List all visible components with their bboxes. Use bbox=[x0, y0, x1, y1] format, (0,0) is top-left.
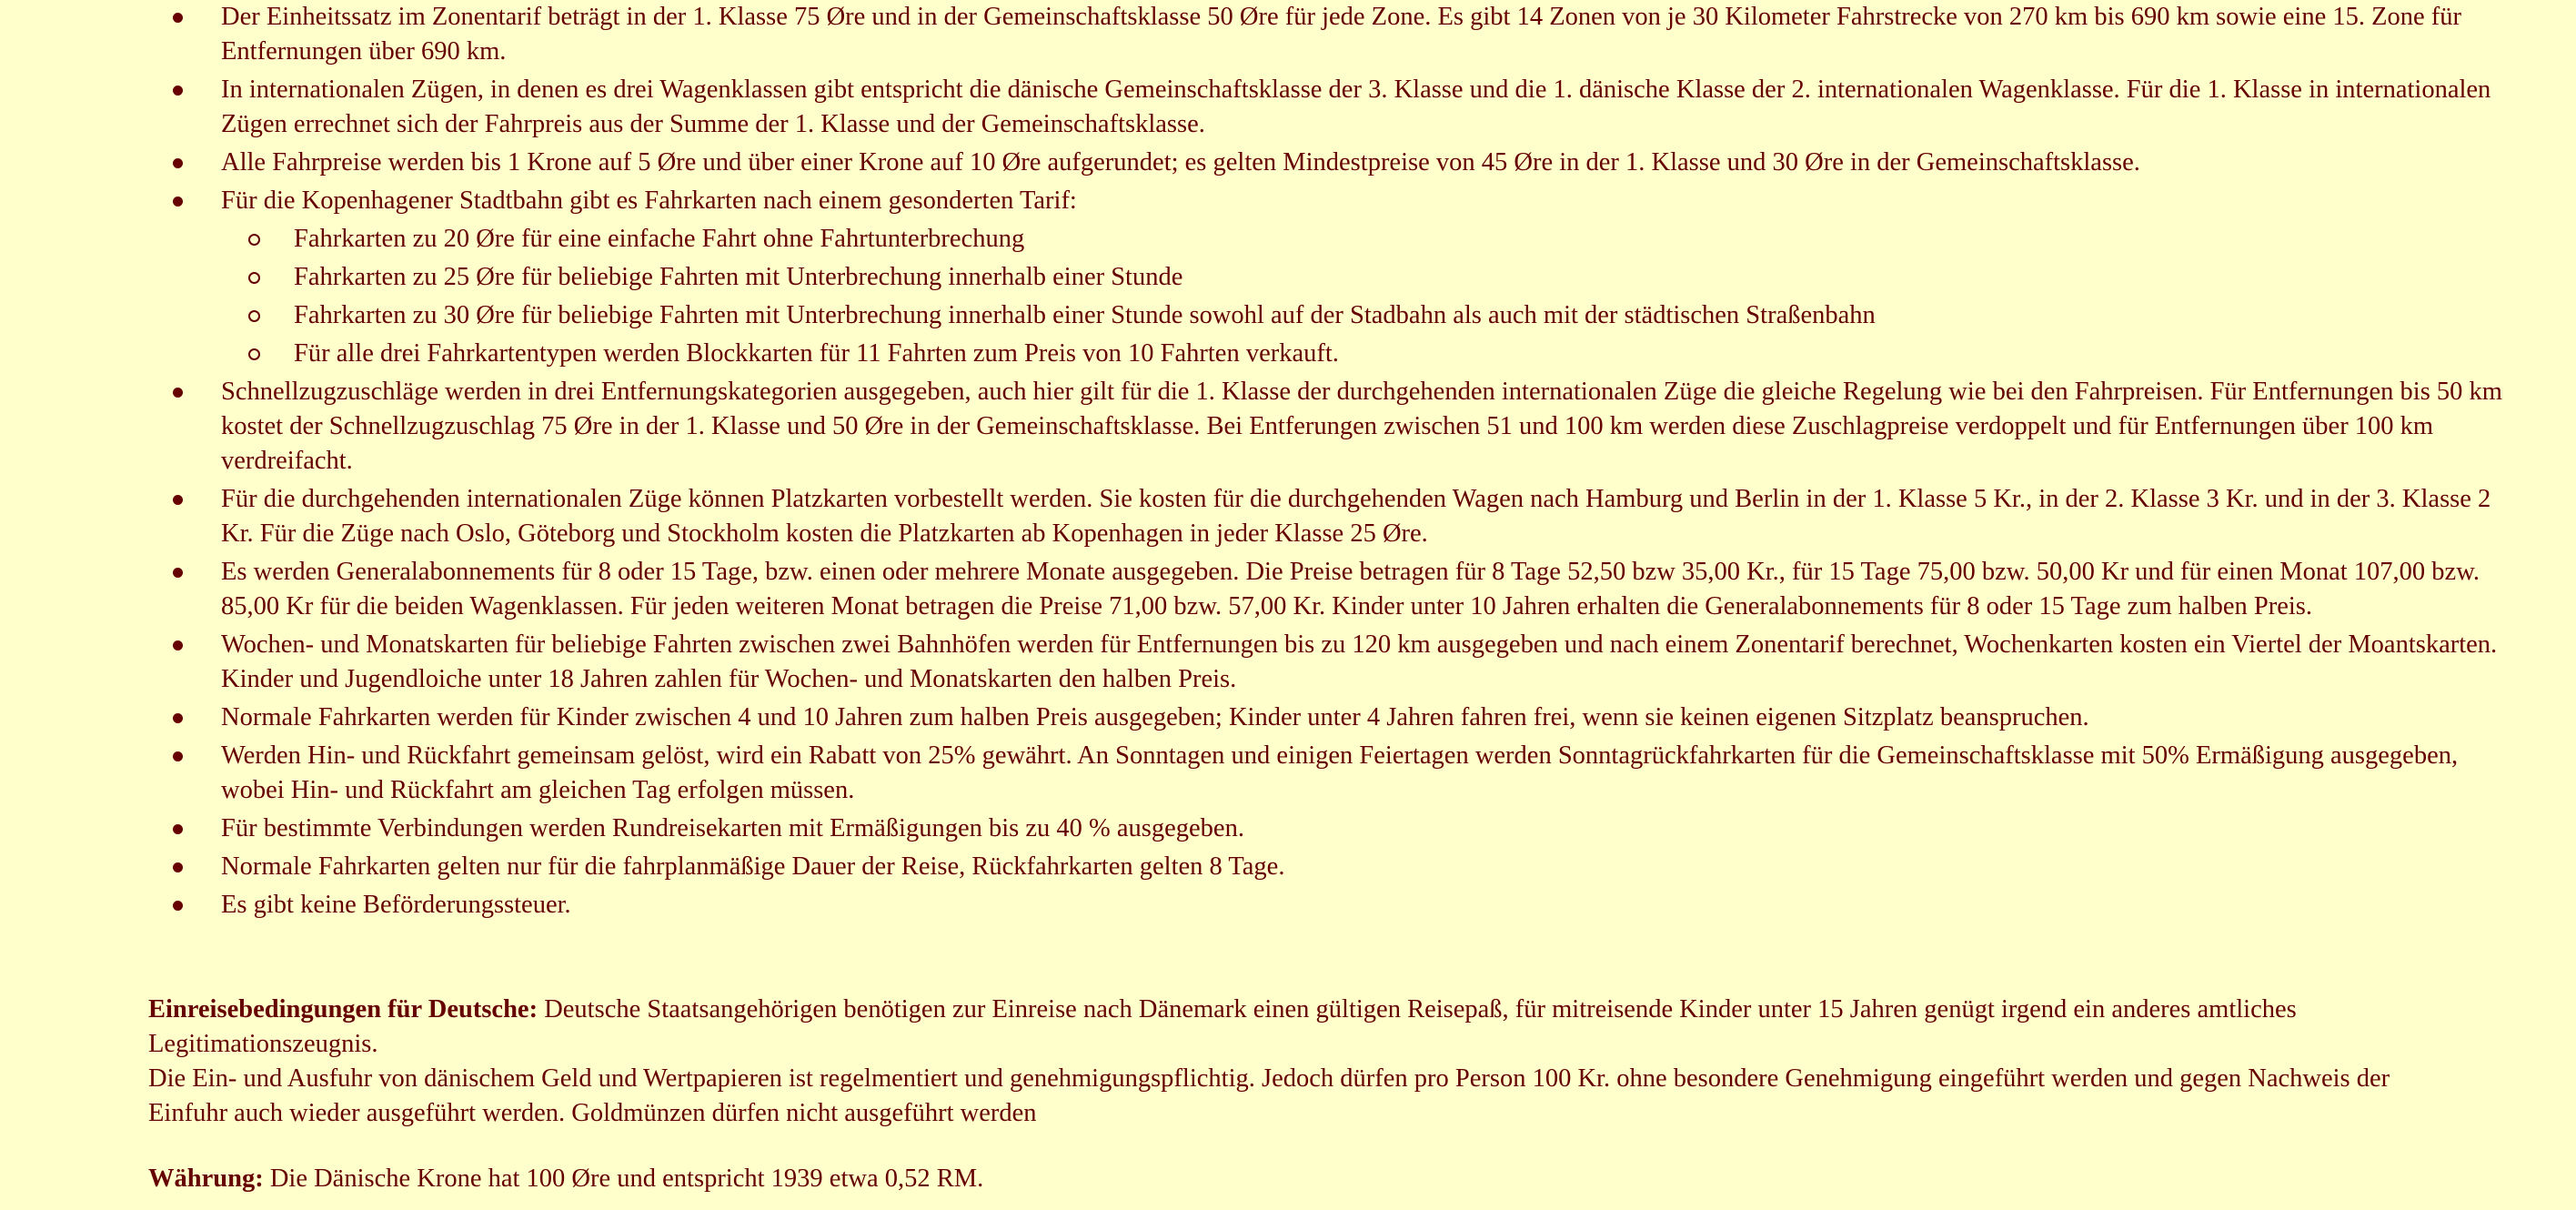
list-item bbox=[221, 73, 2513, 142]
list-item bbox=[221, 146, 2513, 180]
list-item bbox=[221, 375, 2513, 479]
sub-list-item: Fahrkarten zu 30 Øre für beliebige Fahrten mit Unterbrechung innerhalb einer Stunde sowohl auf der Stadbahn als auch mit der städtischen Straßenbahn bbox=[294, 298, 2513, 333]
sub-list-item: Für alle drei Fahrkartentypen werden Blockkarten für 11 Fahrten zum Preis von 10 Fahrten verkauft. bbox=[294, 337, 2513, 371]
list-item bbox=[221, 628, 2513, 697]
list-item-text: Es gibt keine Beförderungssteuer. bbox=[221, 891, 571, 919]
list-item bbox=[221, 812, 2513, 846]
list-item-text: Der Einheitssatz im Zonentarif beträgt in der 1. Klasse 75 Øre und in der Gemeinschaftsklasse 50 Øre für jede Zone. Es gibt 14 Zonen von je 30 Kilometer Fahrstrecke von 270 km bis 690 km sowie eine 15. Zone für Entfernungen über 690 km. bbox=[221, 3, 2462, 66]
list-item bbox=[221, 482, 2513, 551]
entry-conditions-paragraph bbox=[148, 993, 2440, 1131]
currency-paragraph bbox=[148, 1162, 2440, 1196]
list-item-text: Alle Fahrpreise werden bis 1 Krone auf 5 Øre und über einer Krone auf 10 Øre aufgerundet; es gelten Mindestpreise von 45 Øre in der 1. Klasse und 30 Øre in der Gemeinschaftsklasse. bbox=[221, 148, 2140, 176]
entry-conditions-text: Deutsche Staatsangehörigen benötigen zur Einreise nach Dänemark einen gültigen Reisepaß, für mitreisende Kinder unter 15 Jahren genügt irgend ein anderes amtliches Legitimationszeugnis. bbox=[148, 995, 2297, 1058]
list-item bbox=[221, 184, 2513, 371]
list-item bbox=[221, 888, 2513, 923]
stadtbahn-sub-list bbox=[221, 222, 2513, 371]
entry-conditions-heading: Einreisebedingungen für Deutsche: bbox=[148, 995, 538, 1023]
list-item-text: Für die Kopenhagener Stadtbahn gibt es Fahrkarten nach einem gesonderten Tarif: bbox=[221, 187, 1077, 215]
list-item-text: Es werden Generalabonnements für 8 oder 15 Tage, bzw. einen oder mehrere Monate ausgegeben. Die Preise betragen für 8 Tage 52,50 bzw 35,00 Kr., für 15 Tage 75,00 bzw. 50,00 Kr und für einen Monat 107,00 bzw. 85,00 Kr für die beiden Wagenklassen. Für jeden weiteren Monat betragen die Preise 71,00 bzw. 57,00 Kr. Kinder unter 10 Jahren erhalten die Generalabonnements für 8 oder 15 Tage zum halben Preis. bbox=[221, 558, 2480, 620]
list-item-text: Normale Fahrkarten werden für Kinder zwischen 4 und 10 Jahren zum halben Preis ausgegeben; Kinder unter 4 Jahren fahren frei, wenn sie keinen eigenen Sitzplatz beanspruchen. bbox=[221, 703, 2089, 731]
list-item-text: Schnellzugzuschläge werden in drei Entfernungskategorien ausgegeben, auch hier gilt für die 1. Klasse der durchgehenden internationalen Züge die gleiche Regelung wie bei den Fahrpreisen. Für Entfernungen bis 50 km kostet der Schnellzugzuschlag 75 Øre in der 1. Klasse und 50 Øre in der Gemeinschaftsklasse. Bei Entferungen zwischen 51 und 100 km werden diese Zuschlagpreise verdoppelt und für Entfernungen über 100 km verdreifacht. bbox=[221, 378, 2502, 475]
list-item bbox=[221, 0, 2513, 69]
list-item bbox=[221, 739, 2513, 808]
list-item bbox=[221, 701, 2513, 735]
list-item-text: Normale Fahrkarten gelten nur für die fahrplanmäßige Dauer der Reise, Rückfahrkarten gelten 8 Tage. bbox=[221, 852, 1285, 881]
list-item-text: Wochen- und Monatskarten für beliebige Fahrten zwischen zwei Bahnhöfen werden für Entfernungen bis zu 120 km ausgegeben und nach einem Zonentarif berechnet, Wochenkarten kosten ein Viertel der Moantskarten. Kinder und Jugendloiche unter 18 Jahren zahlen für Wochen- und Monatskarten den halben Preis. bbox=[221, 630, 2498, 693]
currency-text: Die Dänische Krone hat 100 Øre und entspricht 1939 etwa 0,52 RM. bbox=[263, 1165, 984, 1193]
currency-export-text: Die Ein- und Ausfuhr von dänischem Geld und Wertpapieren ist regelmentiert und genehmigungspflichtig. Jedoch dürfen pro Person 100 Kr. ohne besondere Genehmigung eingeführt werden und gegen Nachweis der Einfuhr auch wieder ausgeführt werden. Goldmünzen dürfen nicht ausgeführt werden bbox=[148, 1064, 2390, 1127]
list-item bbox=[221, 555, 2513, 624]
currency-heading: Währung: bbox=[148, 1165, 264, 1193]
sub-list-item: Fahrkarten zu 25 Øre für beliebige Fahrten mit Unterbrechung innerhalb einer Stunde bbox=[294, 260, 2513, 295]
list-item-text: Für die durchgehenden internationalen Züge können Platzkarten vorbestellt werden. Sie kosten für die durchgehenden Wagen nach Hamburg und Berlin in der 1. Klasse 5 Kr., in der 2. Klasse 3 Kr. und in der 3. Klasse 2 Kr. Für die Züge nach Oslo, Göteborg und Stockholm kosten die Platzkarten ab Kopenhagen in jeder Klasse 25 Øre. bbox=[221, 485, 2491, 548]
list-item bbox=[221, 850, 2513, 884]
list-item-text: Werden Hin- und Rückfahrt gemeinsam gelöst, wird ein Rabatt von 25% gewährt. An Sonntagen und einigen Feiertagen werden Sonntagrückfahrkarten für die Gemeinschaftsklasse mit 50% Ermäßigung ausgegeben, wobei Hin- und Rückfahrt am gleichen Tag erfolgen müssen. bbox=[221, 741, 2459, 804]
sub-list-item: Fahrkarten zu 20 Øre für eine einfache Fahrt ohne Fahrtunterbrechung bbox=[294, 222, 2513, 257]
list-item-text: In internationalen Zügen, in denen es drei Wagenklassen gibt entspricht die dänische Gemeinschaftsklasse der 3. Klasse und die 1. dänische Klasse der 2. internationalen Wagenklasse. Für die 1. Klasse in internationalen Zügen errechnet sich der Fahrpreis aus der Summe der 1. Klasse und der Gemeinschaftsklasse. bbox=[221, 76, 2491, 138]
list-item-text: Für bestimmte Verbindungen werden Rundreisekarten mit Ermäßigungen bis zu 40 % ausgegeben. bbox=[221, 814, 1244, 842]
tariff-list bbox=[148, 0, 2513, 926]
